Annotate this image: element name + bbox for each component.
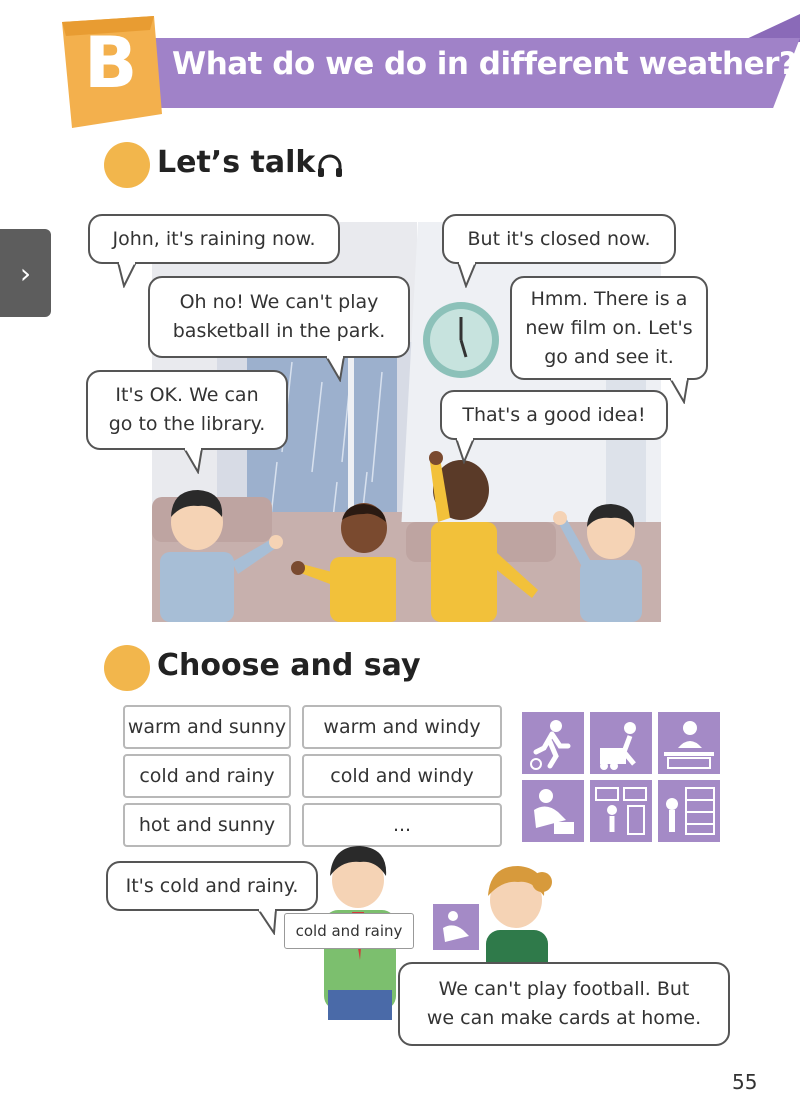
speech-bubble: Hmm. There is a new film on. Let's go and see it. xyxy=(510,276,708,380)
bubble-tail xyxy=(456,262,480,288)
bubble-tail xyxy=(256,909,280,935)
speech-bubble: It's OK. We can go to the library. xyxy=(86,370,288,450)
phrase-option[interactable]: warm and windy xyxy=(302,705,502,749)
bubble-tail xyxy=(116,262,140,288)
phrase-card: cold and rainy xyxy=(284,913,414,949)
cinema-icon[interactable] xyxy=(590,780,652,842)
speech-bubble: John, it's raining now. xyxy=(88,214,340,264)
drawing-card-icon xyxy=(433,904,479,950)
bubble-tail xyxy=(668,378,692,404)
choose-and-say-title: Choose and say xyxy=(157,648,421,683)
page-number: 55 xyxy=(732,1070,758,1094)
library-icon[interactable] xyxy=(658,780,720,842)
drawing-icon[interactable] xyxy=(658,712,720,774)
phrase-option[interactable]: warm and sunny xyxy=(123,705,291,749)
section-dot xyxy=(104,142,150,188)
speech-bubble: Oh no! We can't play basketball in the park. xyxy=(148,276,410,358)
section-letter: B xyxy=(84,22,138,104)
speech-bubble: We can't play football. But we can make cards at home. xyxy=(398,962,730,1046)
lets-talk-title: Let’s talk xyxy=(157,145,316,180)
building-icon[interactable] xyxy=(590,712,652,774)
speech-bubble: It's cold and rainy. xyxy=(106,861,318,911)
phrase-option[interactable]: cold and windy xyxy=(302,754,502,798)
bubble-tail xyxy=(454,438,478,464)
next-page-button[interactable] xyxy=(0,229,51,317)
phrase-option[interactable]: ... xyxy=(302,803,502,847)
header-corner-tab xyxy=(740,14,800,42)
section-dot xyxy=(104,645,150,691)
running-icon[interactable] xyxy=(522,712,584,774)
page-title: What do we do in different weather? xyxy=(172,46,797,82)
speech-bubble: That's a good idea! xyxy=(440,390,668,440)
bubble-tail xyxy=(324,356,348,382)
headphones-icon[interactable] xyxy=(316,152,344,180)
phrase-option[interactable]: hot and sunny xyxy=(123,803,291,847)
phrase-option[interactable]: cold and rainy xyxy=(123,754,291,798)
making-cards-icon[interactable] xyxy=(522,780,584,842)
speech-bubble: But it's closed now. xyxy=(442,214,676,264)
chevron-right-icon: › xyxy=(19,256,32,290)
bubble-tail xyxy=(182,448,206,474)
